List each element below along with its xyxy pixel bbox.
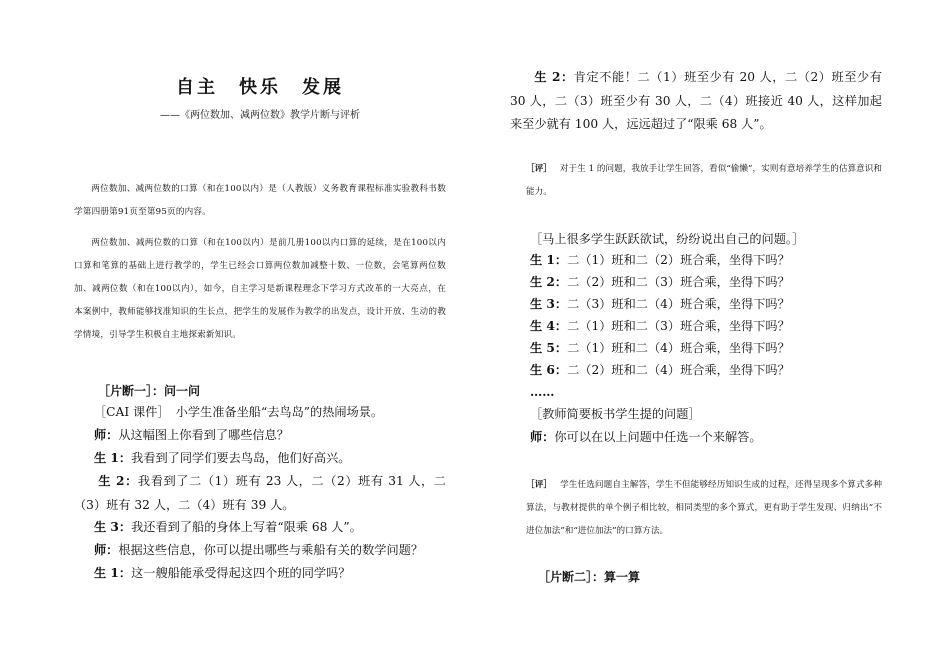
question-line <box>510 293 882 317</box>
comment-text: 学生任选问题自主解答，学生不但能够经历知识生成的过程，还得呈现多个算式多种算法，与教材提供的单个例子相比较，相同类型的多个算式，更有助于学生发现、归纳出“不进位加法”和“进位加法”的口算方法。 <box>526 480 882 536</box>
question-text: 二（3）班和二（4）班合乘，坐得下吗？ <box>567 297 790 311</box>
speaker-label: 生 2： <box>534 70 574 84</box>
dialog-line <box>74 424 446 448</box>
question-line <box>510 359 882 383</box>
speaker-label: 生 3： <box>94 520 132 534</box>
dialog-line <box>74 470 446 517</box>
question-text: 二（1）班和二（3）班合乘，坐得下吗？ <box>567 319 790 333</box>
dialog-line <box>74 516 446 540</box>
dialog-text: 从这幅图上你看到了哪些信息？ <box>118 428 289 442</box>
question-text: 二（2）班和二（3）班合乘，坐得下吗？ <box>567 275 790 289</box>
speaker-label: 生 5： <box>530 341 568 355</box>
page-title: 自主 快乐 发展 <box>176 77 344 98</box>
comment-block-1 <box>526 158 882 204</box>
question-line <box>510 249 882 273</box>
dialog-text: 你可以在以上问题中任选一个来解答。 <box>554 430 762 444</box>
speaker-label: 生 3： <box>530 297 568 311</box>
speaker-label: 生 4： <box>530 319 568 333</box>
question-line <box>510 337 882 361</box>
dialog-text: 我看到了二（1）班有 23 人，二（2）班有 31 人，二（3）班有 32 人，二（4）班有 39 人。 <box>74 474 446 512</box>
dialog-text: 根据这些信息，你可以提出哪些与乘船有关的数学问题？ <box>118 543 424 557</box>
speaker-label: 师： <box>530 430 555 444</box>
dialog-text: 肯定不能！二（1）班至少有 20 人，二（2）班至少有 30 人，二（3）班至少有 30 人，二（4）班接近 40 人，这样加起来至少就有 100 人，远远超过了“限乘 68 人”。 <box>510 70 882 131</box>
dialog-line <box>510 66 882 137</box>
comment-tag: ［评］ <box>526 480 553 490</box>
section-heading-2: ［片断二］：算一算 <box>538 570 641 584</box>
speaker-label: 生 1： <box>94 451 132 465</box>
speaker-label: 生 6： <box>530 363 568 377</box>
section-heading-1: ［片断一］：问一问 <box>98 384 201 398</box>
dialog-line <box>74 447 446 471</box>
page-subtitle: ——《两位数加、减两位数》教学片断与评析 <box>160 110 360 121</box>
intro-paragraph-1: 两位数加、减两位数的口算（和在100以内）是（人教版）义务教育课程标准实验教科书数学第四册第91页至第95页的内容。 <box>74 184 446 217</box>
speaker-label: 生 2： <box>98 474 138 488</box>
question-line <box>510 271 882 295</box>
question-text: 二（1）班和二（2）班合乘，坐得下吗？ <box>567 253 790 267</box>
ellipsis: …… <box>530 385 555 399</box>
speaker-label: 生 1： <box>530 253 568 267</box>
dialog-text: 我看到了同学们要去鸟岛，他们好高兴。 <box>131 451 351 465</box>
comment-block-2 <box>526 474 882 543</box>
question-text: 二（2）班和二（4）班合乘，坐得下吗？ <box>567 363 790 377</box>
question-text: 二（1）班和二（4）班合乘，坐得下吗？ <box>567 341 790 355</box>
dialog-line <box>510 426 882 450</box>
dialog-text: 这一艘船能承受得起这四个班的同学吗？ <box>131 566 351 580</box>
cai-line: ［CAI 课件］ 小学生准备坐船“去鸟岛”的热闹场景。 <box>94 405 384 419</box>
question-line <box>510 315 882 339</box>
speaker-label: 师： <box>94 543 119 557</box>
dialog-text: 我还看到了船的身体上写着“限乘 68 人”。 <box>131 520 362 534</box>
comment-text: 对于生 1 的问题，我放手让学生回答，看似“偷懒”，实则有意培养学生的估算意识和能力。 <box>526 164 882 197</box>
speaker-label: 生 2： <box>530 275 568 289</box>
intro-paragraph-2: 两位数加、减两位数的口算（和在100以内）是前几册100以内口算的延续，是在100以内口算和笔算的基础上进行教学的，学生已经会口算两位数加减整十数、一位数，会笔算两位数加、减两位数（和在100以内），如今，自主学习是新课程理念下学习方式改革的一大亮点，在本案例中，教师能够找准知识的生长点，把学生的发展作为教学的出发点，设计开放、生动的教学情境，引导学生积极自主地探索新知识。 <box>74 238 446 340</box>
comment-tag: ［评］ <box>526 164 552 174</box>
bracket-note-1: ［马上很多学生跃跃欲试，纷纷说出自己的问题。］ <box>530 232 805 246</box>
speaker-label: 师： <box>94 428 119 442</box>
dialog-line <box>74 562 446 586</box>
speaker-label: 生 1： <box>94 566 132 580</box>
dialog-line <box>74 539 446 563</box>
bracket-note-2: ［教师简要板书学生提的问题］ <box>530 407 701 421</box>
